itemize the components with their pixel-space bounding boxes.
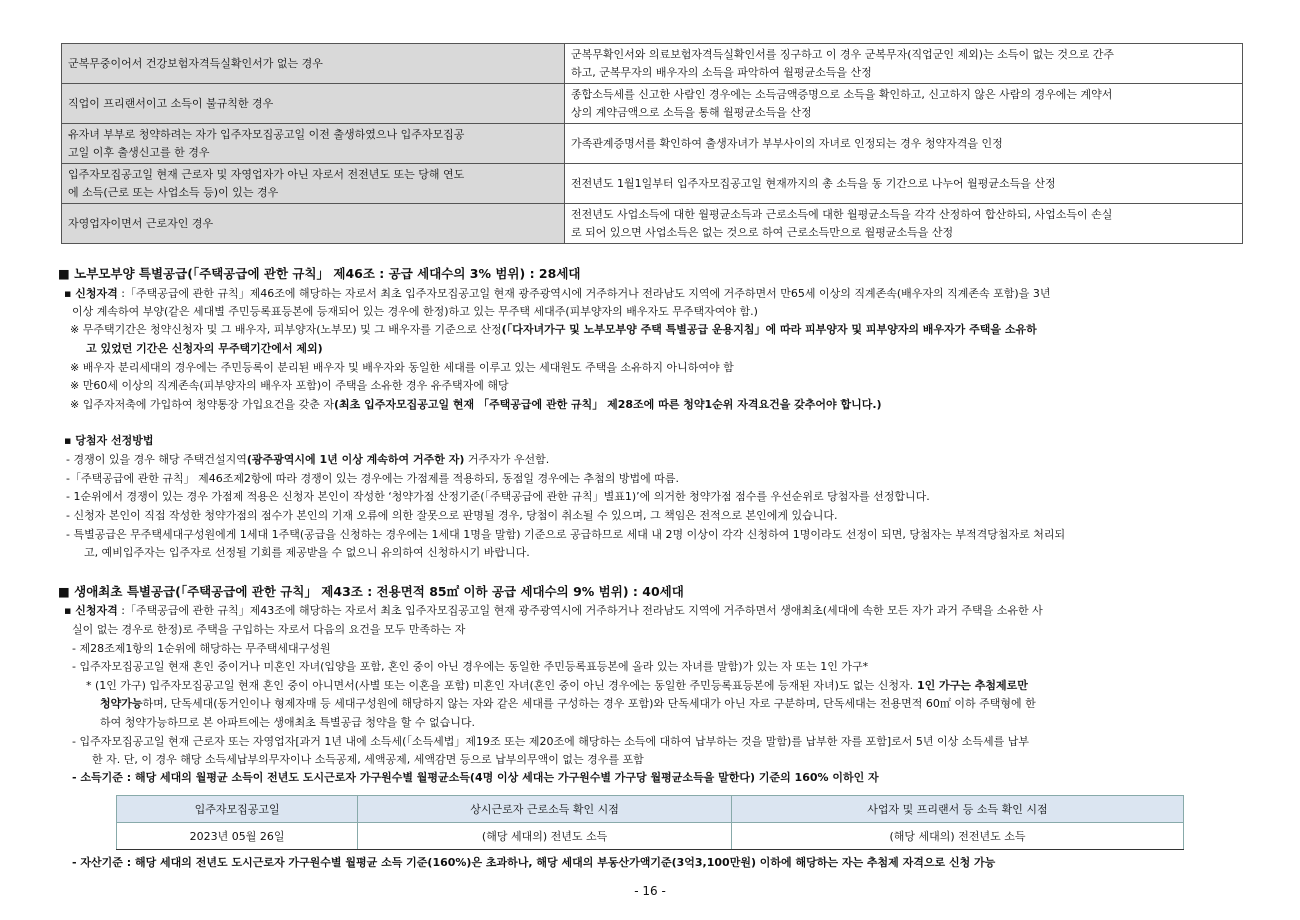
selection-label: ▪ 당첨자 선정방법 [64,434,154,447]
table-header: 사업자 및 프리랜서 등 소득 확인 시점 [731,796,1183,823]
note-line [70,397,882,413]
table-cell: (해당 세대의) 전전년도 소득 [731,823,1183,850]
table-cell [62,44,565,84]
cell-text: 가족관계증명서를 확인하여 출생자녀가 부부사이의 자녀로 인정되는 경우 청약자격을 인정 [571,136,1003,150]
table-cell [62,164,565,204]
table-cell [62,204,565,244]
table-header: 상시근로자 근로소득 확인 시점 [358,796,732,823]
qualification-line: 이상 계속하여 부양(같은 세대별 주민등록표등본에 등재되어 있는 경우에 한정)하고 있는 무주택 세대주(피부양자의 배우자도 무주택자여야 함.) [72,305,758,318]
cell-text: 에 소득(근로 또는 사업소득 등)이 있는 경우 [68,185,279,199]
table-header: 입주자모집공고일 [117,796,358,823]
cell-text: 전전년도 사업소득에 대한 월평균소득과 근로소득에 대한 월평균소득을 각각 산정하여 합산하되, 사업소득이 손실 [571,207,1113,221]
cell-text: 유자녀 부부로 청약하려는 자가 입주자모집공고일 이전 출생하였으나 입주자모집공 [68,127,465,141]
cell-text: 종합소득세를 신고한 사람인 경우에는 소득금액증명으로 소득을 확인하고, 신고하지 않은 사람의 경우에는 계약서 [571,87,1113,101]
table-cell [62,124,565,164]
selection-line: -「주택공급에 관한 규칙」 제46조제2항에 따라 경쟁이 있는 경우에는 가점제를 적용하되, 동점일 경우에는 추첨의 방법에 따름. [66,472,679,485]
requirement-note: 하여 청약가능하므로 본 아파트에는 생애최초 특별공급 청약을 할 수 없습니다. [100,716,475,729]
note-text: ※ 무주택기간은 청약신청자 및 그 배우자, 피부양자(노부모) 및 그 배우자를 기준으로 산정 [70,323,502,336]
table-cell [565,164,1243,204]
table-cell: (해당 세대의) 전년도 소득 [358,823,732,850]
requirement-line: - 입주자모집공고일 현재 혼인 중이거나 미혼인 자녀(입양을 포함, 혼인 중이 아닌 경우에는 동일한 주민등록표등본에 올라 있는 자녀를 말함)가 있는 자 또는 1인 가구* [72,660,869,673]
table-row [62,84,1243,124]
note-line: ※ 배우자 분리세대의 경우에는 주민등록이 분리된 배우자 및 배우자와 동일한 세대를 이루고 있는 세대원도 주택을 소유하지 아니하여야 함 [70,361,734,374]
table-cell [565,204,1243,244]
page-number: - 16 - [634,884,666,898]
note-emphasis: 1인 가구는 추첨제로만 [913,679,1028,692]
section-heading-elderly-support: ■ 노부모부양 특별공급(「주택공급에 관한 규칙」 제46조 : 공급 세대수의 3% 범위) : 28세대 [58,266,581,281]
table-cell: 2023년 05월 26일 [117,823,358,850]
note-text: * (1인 가구) 입주자모집공고일 현재 혼인 중이 아니면서(사별 또는 이혼을 포함) 미혼인 자녀(혼인 중이 아닌 경우에는 동일한 주민등록표등본에 등재된 자녀)도 없는 신청자. [86,679,914,692]
selection-text: - 경쟁이 있을 경우 해당 주택건설지역 [66,453,247,466]
cell-text: 전전년도 1월1일부터 입주자모집공고일 현재까지의 총 소득을 동 기간으로 나누어 월평균소득을 산정 [571,176,1056,190]
note-line: 고 있었던 기간은 신청자의 무주택기간에서 제외) [86,342,323,355]
note-text: ※ 입주자저축에 가입하여 청약통장 가입요건을 갖춘 자 [70,398,334,411]
asset-criteria-line: - 자산기준 : 해당 세대의 전년도 도시근로자 가구원수별 월평균 소득 기준(160%)은 초과하나, 해당 세대의 부동산가액기준(3억3,100만원) 이하에 해당하는 자는 추첨제 자격으로 신청 가능 [72,856,996,869]
note-emphasis: (「다자녀가구 및 노부모부양 주택 특별공급 운용지침」에 따라 피부양자 및 피부양자의 배우자가 주택을 소유하 [501,323,1037,336]
cell-text: 자영업자이면서 근로자인 경우 [68,216,214,230]
table-row [62,204,1243,244]
requirement-line: 한 자. 단, 이 경우 해당 소득세납부의무자이나 소득공제, 세액공제, 세액감면 등으로 납부의무액이 없는 경우를 포함 [92,753,644,766]
note-text: 하며, 단독세대(동거인이나 형제자매 등 세대구성원에 해당하지 않는 자와 같은 세대를 구성하는 경우 포함)와 단독세대가 아닌 자로 구분하며, 단독세대는 전용면적 60㎡ 이하 주택형에 한 [142,697,1036,710]
income-check-table [116,795,1184,850]
note-line: ※ 만60세 이상의 직계존속(피부양자의 배우자 포함)이 주택을 소유한 경우 유주택자에 해당 [70,379,509,392]
table-cell [62,84,565,124]
income-criteria-line: - 소득기준 : 해당 세대의 월평균 소득이 전년도 도시근로자 가구원수별 월평균소득(4명 이상 세대는 가구원수별 가구당 월평균소득을 말한다) 기준의 160% 이하인 자 [72,771,879,784]
table-cell [565,84,1243,124]
cell-text: 하고, 군복무자의 배우자의 소득을 파악하여 월평균소득을 산정 [571,65,872,79]
qualification-line [64,603,1043,619]
cell-text: 직업이 프리랜서이고 소득이 불규칙한 경우 [68,96,274,110]
cell-text: 군복무중이어서 건강보험자격득실확인서가 없는 경우 [68,56,323,70]
selection-line: 고, 예비입주자는 입주자로 선정될 기회를 제공받을 수 없으니 유의하여 신청하시기 바랍니다. [84,546,530,559]
table-cell [565,124,1243,164]
table-row [62,164,1243,204]
qualification-label: ▪ 신청자격 [64,604,118,617]
note-emphasis: (최초 입주자모집공고일 현재 「주택공급에 관한 규칙」 제28조에 따른 청약1순위 자격요건을 갖추어야 합니다.) [333,398,882,411]
cell-text: 군복무확인서와 의료보험자격득실확인서를 징구하고 이 경우 군복무자(직업군인 제외)는 소득이 없는 것으로 간주 [571,47,1114,61]
requirement-line: - 제28조제1항의 1순위에 해당하는 무주택세대구성원 [72,642,331,655]
selection-line: - 1순위에서 경쟁이 있는 경우 가점제 적용은 신청자 본인이 작성한 ‘청약가점 산정기준(「주택공급에 관한 규칙」별표1)’에 의거한 청약가점 점수를 우선순위로 당첨자를 선정합니다. [66,490,930,503]
qualification-line [64,286,1050,302]
table-cell [565,44,1243,84]
requirement-note [86,678,1028,694]
qualification-label: ▪ 신청자격 [64,287,118,300]
selection-text: 거주자가 우선함. [464,453,550,466]
requirement-note [100,696,1036,712]
selection-emphasis: (광주광역시에 1년 이상 계속하여 거주한 자) [246,453,465,466]
note-emphasis: 청약가능 [100,697,143,710]
table-row [62,124,1243,164]
income-exception-table [61,43,1243,244]
selection-line: - 신청자 본인이 직접 작성한 청약가점의 점수가 본인의 기재 오류에 의한 잘못으로 판명될 경우, 당첨이 취소될 수 있으며, 그 책임은 전적으로 본인에게 있습니다. [66,509,838,522]
requirement-line: - 입주자모집공고일 현재 근로자 또는 자영업자[과거 1년 내에 소득세(「소득세법」제19조 또는 제20조에 해당하는 소득에 대하여 납부하는 것을 말함)를 납부한 자를 포함]로서 5년 이상 소득세를 납부 [72,735,1029,748]
table-row [117,823,1184,850]
table-row [62,44,1243,84]
cell-text: 상의 계약금액으로 소득을 통해 월평균소득을 산정 [571,105,812,119]
cell-text: 입주자모집공고일 현재 근로자 및 자영업자가 아닌 자로서 전전년도 또는 당해 연도 [68,167,465,181]
selection-line [66,452,549,468]
cell-text: 로 되어 있으면 사업소득은 없는 것으로 하여 근로소득만으로 월평균소득을 산정 [571,225,954,239]
cell-text: 고일 이후 출생신고를 한 경우 [68,145,210,159]
note-line [70,322,1037,338]
qualification-line: 실이 없는 경우로 한정)로 주택을 구입하는 자로서 다음의 요건을 모두 만족하는 자 [72,623,466,636]
section-heading-first-home: ■ 생애최초 특별공급(「주택공급에 관한 규칙」 제43조 : 전용면적 85㎡ 이하 공급 세대수의 9% 범위) : 40세대 [58,584,684,599]
qualification-text: :「주택공급에 관한 규칙」제43조에 해당하는 자로서 최초 입주자모집공고일 현재 광주광역시에 거주하거나 전라남도 지역에 거주하면서 생애최초(세대에 속한 모든 자가 과거 주택을 소유한 사 [117,604,1043,617]
table-header-row [117,796,1184,823]
qualification-text: :「주택공급에 관한 규칙」제46조에 해당하는 자로서 최초 입주자모집공고일 현재 광주광역시에 거주하거나 전라남도 지역에 거주하면서 만65세 이상의 직계존속(배우자의 직계존속 포함)을 3년 [117,287,1051,300]
selection-line: - 특별공급은 무주택세대구성원에게 1세대 1주택(공급을 신청하는 경우에는 1세대 1명을 말함) 기준으로 공급하므로 세대 내 2명 이상이 각각 신청하여 1명이라도 선정이 되면, 당첨자는 부적격당첨자로 처리되 [66,528,1066,541]
